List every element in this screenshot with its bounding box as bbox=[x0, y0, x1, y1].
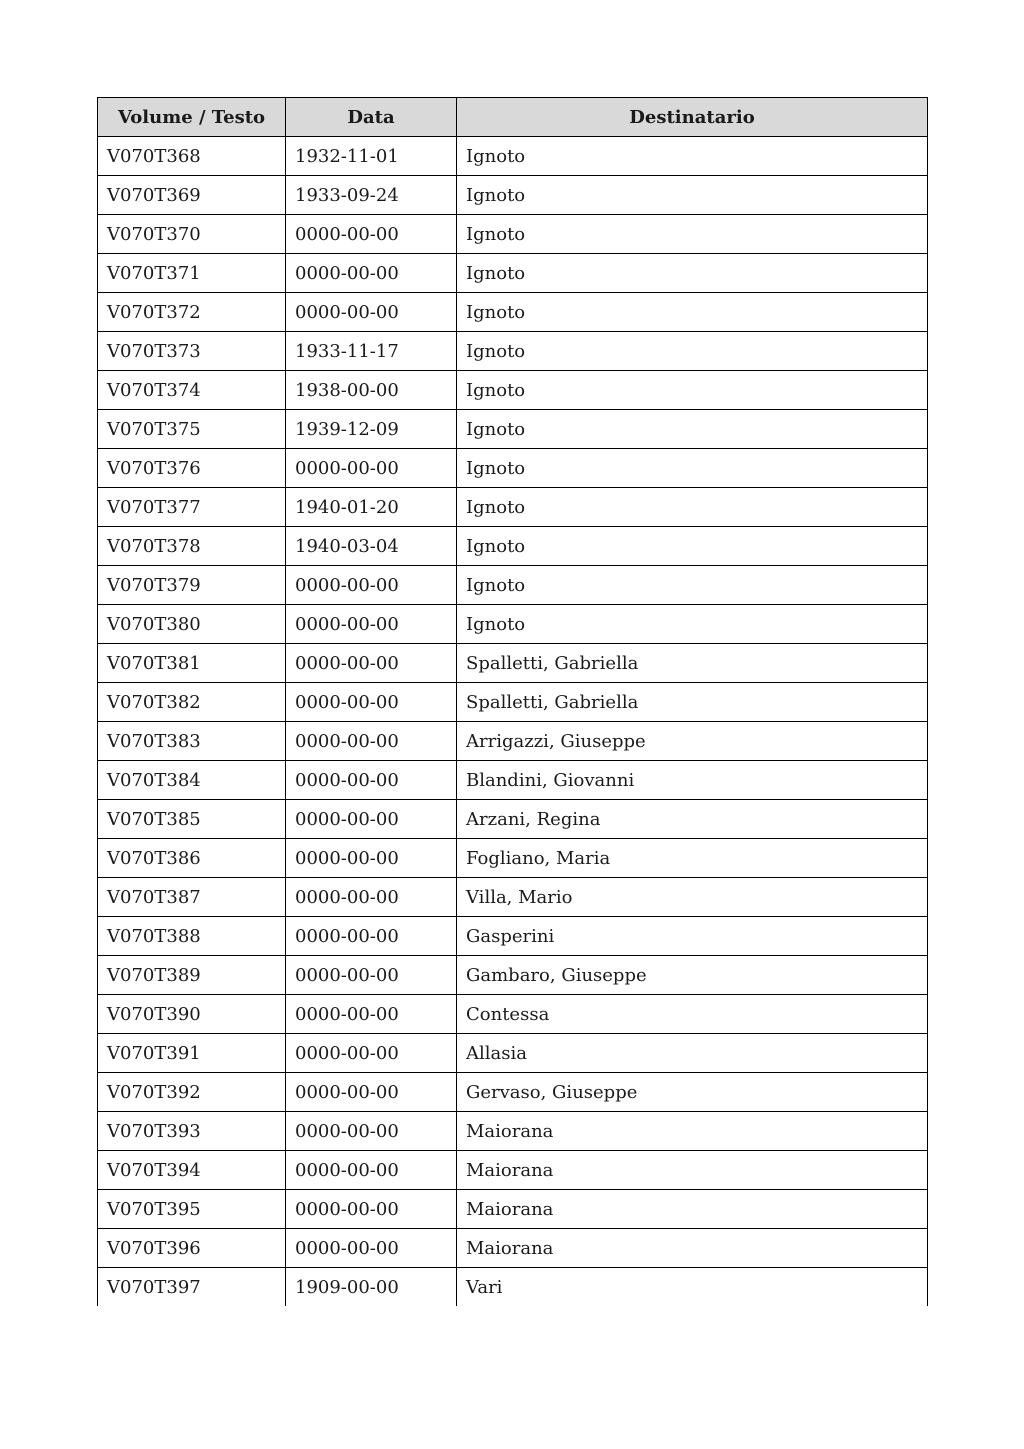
cell-data: 0000-00-00 bbox=[286, 956, 457, 995]
cell-data: 0000-00-00 bbox=[286, 1190, 457, 1229]
column-header-volume-testo: Volume / Testo bbox=[98, 98, 286, 137]
cell-volume-testo: V070T369 bbox=[98, 176, 286, 215]
cell-volume-testo: V070T394 bbox=[98, 1151, 286, 1190]
table-row bbox=[98, 410, 928, 449]
cell-volume-testo: V070T383 bbox=[98, 722, 286, 761]
table-row bbox=[98, 566, 928, 605]
cell-volume-testo: V070T387 bbox=[98, 878, 286, 917]
cell-volume-testo: V070T370 bbox=[98, 215, 286, 254]
cell-data: 0000-00-00 bbox=[286, 839, 457, 878]
cell-data: 0000-00-00 bbox=[286, 215, 457, 254]
cell-data: 1940-03-04 bbox=[286, 527, 457, 566]
cell-data: 0000-00-00 bbox=[286, 878, 457, 917]
cell-volume-testo: V070T391 bbox=[98, 1034, 286, 1073]
table-row bbox=[98, 527, 928, 566]
cell-volume-testo: V070T388 bbox=[98, 917, 286, 956]
table-row bbox=[98, 1268, 928, 1307]
table-row bbox=[98, 839, 928, 878]
table-row bbox=[98, 722, 928, 761]
cell-data: 0000-00-00 bbox=[286, 722, 457, 761]
cell-volume-testo: V070T375 bbox=[98, 410, 286, 449]
cell-data: 0000-00-00 bbox=[286, 683, 457, 722]
cell-volume-testo: V070T371 bbox=[98, 254, 286, 293]
cell-destinatario: Ignoto bbox=[457, 254, 928, 293]
table-row bbox=[98, 449, 928, 488]
table-row bbox=[98, 917, 928, 956]
cell-data: 1933-11-17 bbox=[286, 332, 457, 371]
cell-data: 1938-00-00 bbox=[286, 371, 457, 410]
cell-destinatario: Ignoto bbox=[457, 527, 928, 566]
cell-destinatario: Gambaro, Giuseppe bbox=[457, 956, 928, 995]
table-row bbox=[98, 683, 928, 722]
cell-data: 0000-00-00 bbox=[286, 800, 457, 839]
table-row bbox=[98, 878, 928, 917]
table-row bbox=[98, 137, 928, 176]
cell-destinatario: Fogliano, Maria bbox=[457, 839, 928, 878]
cell-destinatario: Gervaso, Giuseppe bbox=[457, 1073, 928, 1112]
cell-volume-testo: V070T373 bbox=[98, 332, 286, 371]
cell-volume-testo: V070T389 bbox=[98, 956, 286, 995]
cell-volume-testo: V070T381 bbox=[98, 644, 286, 683]
table-header-row bbox=[98, 98, 928, 137]
cell-destinatario: Ignoto bbox=[457, 449, 928, 488]
cell-volume-testo: V070T390 bbox=[98, 995, 286, 1034]
cell-destinatario: Arzani, Regina bbox=[457, 800, 928, 839]
table-row bbox=[98, 293, 928, 332]
table-row bbox=[98, 1190, 928, 1229]
table-row bbox=[98, 176, 928, 215]
cell-data: 0000-00-00 bbox=[286, 995, 457, 1034]
cell-data: 0000-00-00 bbox=[286, 449, 457, 488]
table-row bbox=[98, 995, 928, 1034]
cell-volume-testo: V070T386 bbox=[98, 839, 286, 878]
cell-volume-testo: V070T376 bbox=[98, 449, 286, 488]
cell-volume-testo: V070T395 bbox=[98, 1190, 286, 1229]
cell-destinatario: Ignoto bbox=[457, 332, 928, 371]
cell-data: 0000-00-00 bbox=[286, 293, 457, 332]
cell-destinatario: Ignoto bbox=[457, 605, 928, 644]
cell-volume-testo: V070T384 bbox=[98, 761, 286, 800]
cell-volume-testo: V070T372 bbox=[98, 293, 286, 332]
cell-volume-testo: V070T385 bbox=[98, 800, 286, 839]
table-row bbox=[98, 956, 928, 995]
cell-data: 1940-01-20 bbox=[286, 488, 457, 527]
cell-destinatario: Ignoto bbox=[457, 293, 928, 332]
cell-data: 0000-00-00 bbox=[286, 761, 457, 800]
table-row bbox=[98, 1112, 928, 1151]
cell-volume-testo: V070T368 bbox=[98, 137, 286, 176]
table-row bbox=[98, 1229, 928, 1268]
cell-destinatario: Spalletti, Gabriella bbox=[457, 644, 928, 683]
cell-data: 1933-09-24 bbox=[286, 176, 457, 215]
cell-volume-testo: V070T378 bbox=[98, 527, 286, 566]
cell-destinatario: Contessa bbox=[457, 995, 928, 1034]
cell-destinatario: Ignoto bbox=[457, 566, 928, 605]
cell-destinatario: Ignoto bbox=[457, 215, 928, 254]
cell-data: 0000-00-00 bbox=[286, 644, 457, 683]
table-row bbox=[98, 254, 928, 293]
table-row bbox=[98, 488, 928, 527]
cell-data: 0000-00-00 bbox=[286, 605, 457, 644]
table-row bbox=[98, 215, 928, 254]
cell-destinatario: Vari bbox=[457, 1268, 928, 1307]
cell-destinatario: Ignoto bbox=[457, 371, 928, 410]
cell-destinatario: Ignoto bbox=[457, 488, 928, 527]
table-row bbox=[98, 371, 928, 410]
cell-destinatario: Villa, Mario bbox=[457, 878, 928, 917]
column-header-destinatario: Destinatario bbox=[457, 98, 928, 137]
cell-data: 1909-00-00 bbox=[286, 1268, 457, 1307]
cell-volume-testo: V070T380 bbox=[98, 605, 286, 644]
table-row bbox=[98, 644, 928, 683]
cell-destinatario: Spalletti, Gabriella bbox=[457, 683, 928, 722]
column-header-data: Data bbox=[286, 98, 457, 137]
table-row bbox=[98, 605, 928, 644]
cell-volume-testo: V070T392 bbox=[98, 1073, 286, 1112]
cell-data: 0000-00-00 bbox=[286, 1229, 457, 1268]
cell-data: 0000-00-00 bbox=[286, 1112, 457, 1151]
cell-volume-testo: V070T393 bbox=[98, 1112, 286, 1151]
cell-data: 0000-00-00 bbox=[286, 917, 457, 956]
cell-volume-testo: V070T379 bbox=[98, 566, 286, 605]
cell-data: 0000-00-00 bbox=[286, 1073, 457, 1112]
table-row bbox=[98, 800, 928, 839]
cell-data: 1932-11-01 bbox=[286, 137, 457, 176]
cell-destinatario: Maiorana bbox=[457, 1112, 928, 1151]
letters-table bbox=[97, 97, 928, 1306]
table-row bbox=[98, 1073, 928, 1112]
cell-destinatario: Gasperini bbox=[457, 917, 928, 956]
cell-volume-testo: V070T377 bbox=[98, 488, 286, 527]
cell-volume-testo: V070T382 bbox=[98, 683, 286, 722]
cell-data: 0000-00-00 bbox=[286, 254, 457, 293]
cell-destinatario: Ignoto bbox=[457, 176, 928, 215]
table-row bbox=[98, 1034, 928, 1073]
table-row bbox=[98, 1151, 928, 1190]
table-row bbox=[98, 761, 928, 800]
table-row bbox=[98, 332, 928, 371]
cell-destinatario: Allasia bbox=[457, 1034, 928, 1073]
cell-data: 0000-00-00 bbox=[286, 1151, 457, 1190]
cell-data: 1939-12-09 bbox=[286, 410, 457, 449]
cell-data: 0000-00-00 bbox=[286, 1034, 457, 1073]
cell-volume-testo: V070T396 bbox=[98, 1229, 286, 1268]
cell-destinatario: Maiorana bbox=[457, 1151, 928, 1190]
table-body bbox=[98, 137, 928, 1307]
cell-volume-testo: V070T374 bbox=[98, 371, 286, 410]
cell-destinatario: Ignoto bbox=[457, 137, 928, 176]
cell-data: 0000-00-00 bbox=[286, 566, 457, 605]
cell-destinatario: Blandini, Giovanni bbox=[457, 761, 928, 800]
cell-destinatario: Ignoto bbox=[457, 410, 928, 449]
cell-volume-testo: V070T397 bbox=[98, 1268, 286, 1307]
cell-destinatario: Maiorana bbox=[457, 1190, 928, 1229]
cell-destinatario: Arrigazzi, Giuseppe bbox=[457, 722, 928, 761]
cell-destinatario: Maiorana bbox=[457, 1229, 928, 1268]
